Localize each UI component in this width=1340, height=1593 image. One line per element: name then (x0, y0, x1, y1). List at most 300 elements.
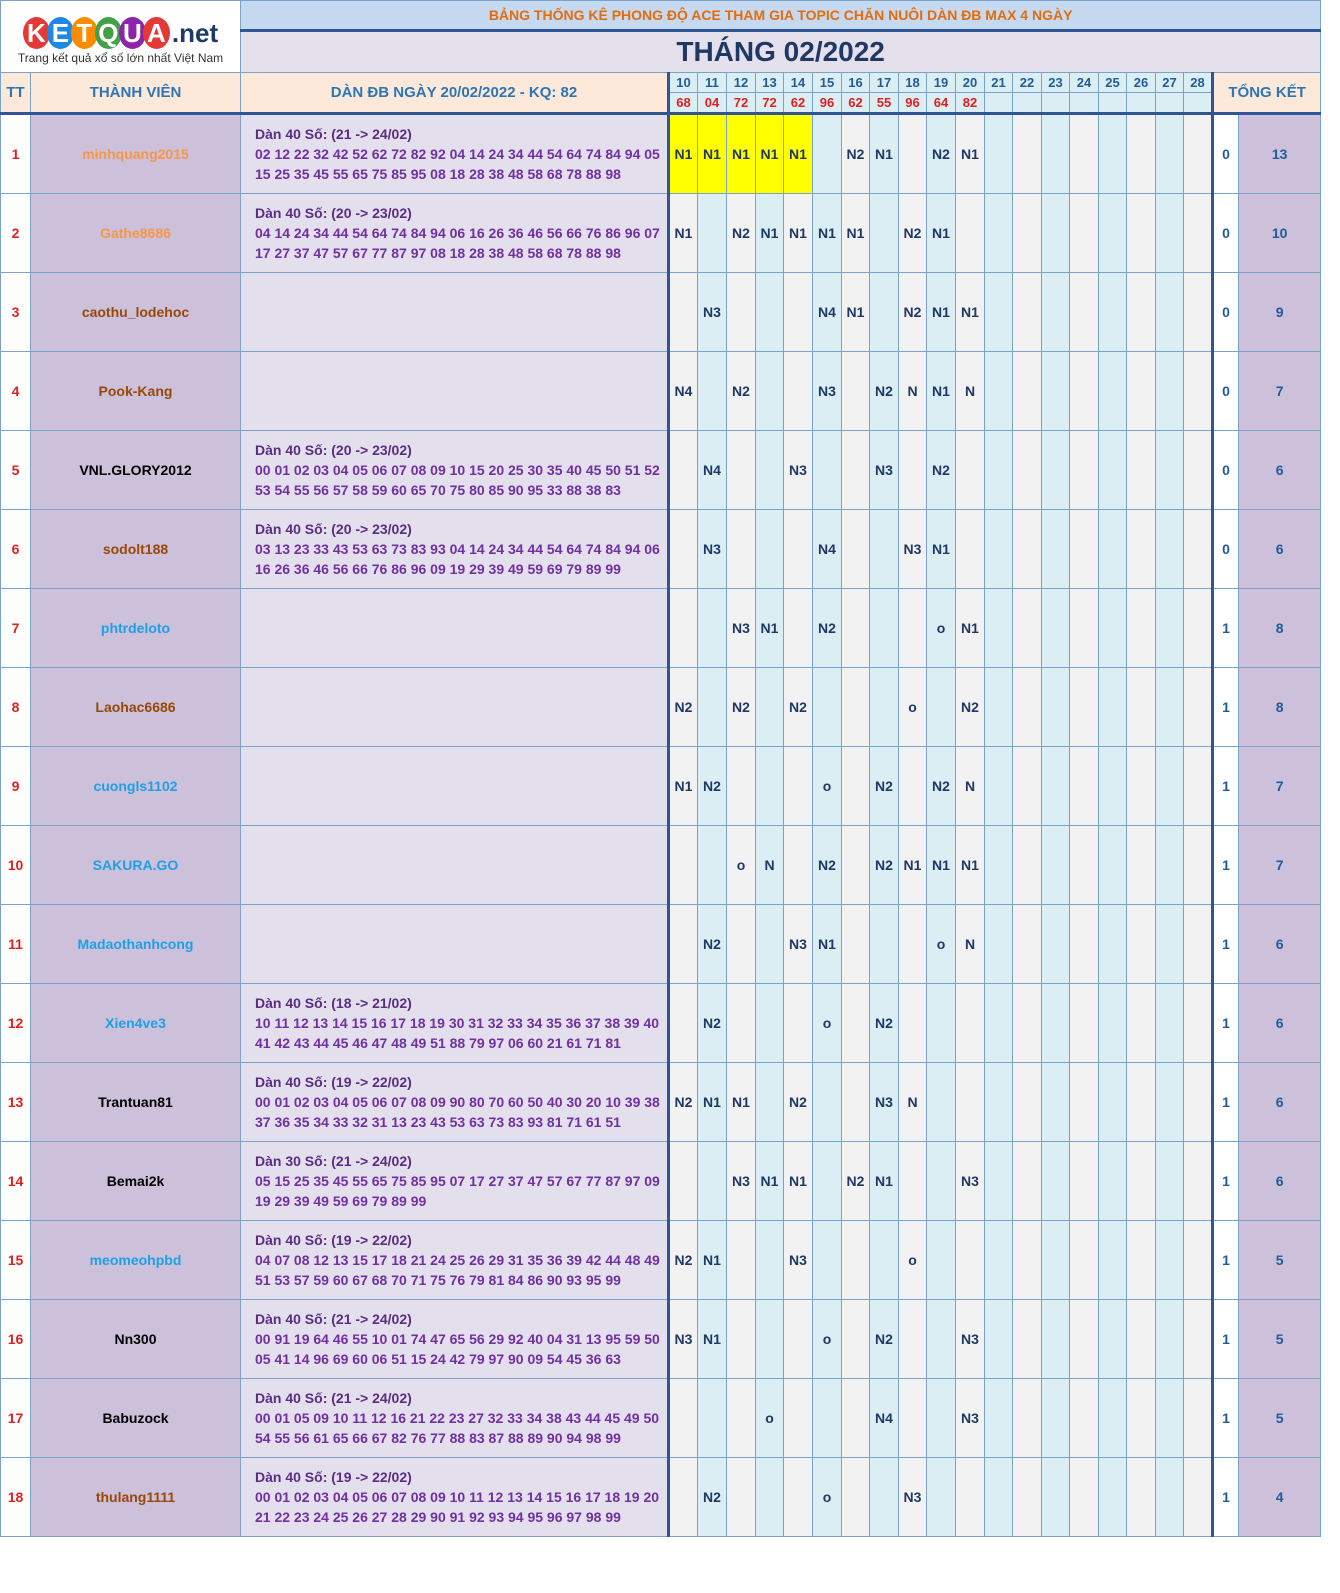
mark-cell: N2 (870, 984, 899, 1063)
mark-cell (813, 431, 842, 510)
day-header: 20 (956, 73, 985, 93)
mark-cell: N2 (727, 352, 756, 431)
mark-cell (1127, 1142, 1156, 1221)
mark-cell (1070, 905, 1099, 984)
mark-cell (927, 1221, 956, 1300)
mark-cell (899, 431, 927, 510)
day-result: 04 (698, 93, 727, 114)
day-header: 21 (985, 73, 1013, 93)
table-row (1, 1300, 1321, 1379)
mark-cell (842, 589, 870, 668)
mark-cell (727, 1458, 756, 1537)
mark-cell (1127, 984, 1156, 1063)
day-result (1099, 93, 1127, 114)
day-result (1013, 93, 1042, 114)
mark-cell: o (727, 826, 756, 905)
mark-cell: o (899, 668, 927, 747)
mark-cell (784, 510, 813, 589)
mark-cell (756, 747, 784, 826)
mark-cell (1070, 1142, 1099, 1221)
mark-cell: N2 (669, 1063, 698, 1142)
mark-cell (1042, 826, 1070, 905)
mark-cell (1070, 984, 1099, 1063)
row-number: 12 (1, 984, 31, 1063)
mark-cell (813, 1142, 842, 1221)
row-number: 17 (1, 1379, 31, 1458)
row-number: 8 (1, 668, 31, 747)
mark-cell (985, 273, 1013, 352)
mark-cell: N1 (956, 589, 985, 668)
mark-cell (1156, 984, 1184, 1063)
dan-title: Dàn 40 Số: (19 -> 22/02) (255, 1469, 412, 1485)
mark-cell (899, 1379, 927, 1458)
mark-cell (1184, 510, 1213, 589)
dan-title: Dàn 40 Số: (21 -> 24/02) (255, 126, 412, 142)
dan-title: Dàn 40 Số: (21 -> 24/02) (255, 1390, 412, 1406)
mark-cell (756, 352, 784, 431)
mark-cell (756, 668, 784, 747)
member-name[interactable]: Babuzock (31, 1379, 241, 1458)
mark-cell (1042, 984, 1070, 1063)
table-row (1, 1221, 1321, 1300)
mark-cell (1156, 1142, 1184, 1221)
mark-cell (1042, 668, 1070, 747)
mark-cell (727, 273, 756, 352)
mark-cell (927, 1379, 956, 1458)
logo-letter: E (47, 17, 74, 49)
ketqua-logo[interactable] (1, 9, 240, 65)
table-row (1, 352, 1321, 431)
dan-cell (241, 431, 669, 510)
mark-cell: N3 (727, 589, 756, 668)
mark-cell (1099, 1379, 1127, 1458)
mark-cell: N3 (899, 1458, 927, 1537)
summary-count: 0 (1213, 510, 1239, 589)
mark-cell (870, 668, 899, 747)
mark-cell (1099, 984, 1127, 1063)
dan-cell (241, 1300, 669, 1379)
mark-cell (1070, 1379, 1099, 1458)
mark-cell: N2 (870, 747, 899, 826)
mark-cell (1013, 1221, 1042, 1300)
mark-cell (1070, 747, 1099, 826)
mark-cell (1099, 747, 1127, 826)
member-name[interactable]: Gathe8686 (31, 194, 241, 273)
mark-cell (669, 1379, 698, 1458)
mark-cell: N2 (698, 905, 727, 984)
dan-numbers: 00 01 05 09 10 11 12 16 21 22 23 27 32 33 34 38 43 44 45 49 50 (255, 1410, 660, 1426)
mark-cell (956, 1063, 985, 1142)
mark-cell: o (813, 747, 842, 826)
mark-cell (1013, 589, 1042, 668)
member-name[interactable]: cuongls1102 (31, 747, 241, 826)
summary-total: 9 (1239, 273, 1321, 352)
mark-cell: N1 (669, 747, 698, 826)
summary-total: 5 (1239, 1379, 1321, 1458)
summary-count: 0 (1213, 431, 1239, 510)
mark-cell: N (756, 826, 784, 905)
mark-cell (1127, 1300, 1156, 1379)
member-name[interactable]: meomeohpbd (31, 1221, 241, 1300)
dan-title: Dàn 40 Số: (20 -> 23/02) (255, 521, 412, 537)
row-number: 16 (1, 1300, 31, 1379)
dan-title: Dàn 40 Số: (21 -> 24/02) (255, 1311, 412, 1327)
mark-cell (669, 984, 698, 1063)
mark-cell (727, 431, 756, 510)
mark-cell: N1 (756, 114, 784, 194)
header-tt: TT (1, 73, 31, 114)
mark-cell: N1 (927, 352, 956, 431)
day-result: 68 (669, 93, 698, 114)
mark-cell (985, 1063, 1013, 1142)
dan-numbers: 51 53 57 59 60 67 68 70 71 75 76 79 81 84 86 90 93 95 99 (255, 1272, 621, 1288)
mark-cell (756, 510, 784, 589)
member-name[interactable]: Pook-Kang (31, 352, 241, 431)
mark-cell (1156, 668, 1184, 747)
mark-cell (784, 1300, 813, 1379)
mark-cell (1156, 352, 1184, 431)
mark-cell (985, 1379, 1013, 1458)
mark-cell (1042, 510, 1070, 589)
mark-cell: N1 (842, 194, 870, 273)
member-name[interactable]: Bemai2k (31, 1142, 241, 1221)
summary-count: 1 (1213, 984, 1239, 1063)
table-row (1, 1458, 1321, 1537)
day-header: 22 (1013, 73, 1042, 93)
dan-numbers: 00 01 02 03 04 05 06 07 08 09 10 11 12 13 14 15 16 17 18 19 20 (255, 1489, 660, 1505)
mark-cell (1156, 1458, 1184, 1537)
mark-cell (985, 747, 1013, 826)
mark-cell: N1 (956, 826, 985, 905)
mark-cell (813, 1221, 842, 1300)
mark-cell (1070, 352, 1099, 431)
mark-cell (1099, 273, 1127, 352)
mark-cell (1184, 352, 1213, 431)
dan-title: Dàn 40 Số: (18 -> 21/02) (255, 995, 412, 1011)
mark-cell (1127, 431, 1156, 510)
mark-cell (1013, 114, 1042, 194)
mark-cell (985, 826, 1013, 905)
mark-cell: N3 (813, 352, 842, 431)
table-row (1, 984, 1321, 1063)
mark-cell (1184, 1379, 1213, 1458)
member-name[interactable]: VNL.GLORY2012 (31, 431, 241, 510)
mark-cell (698, 1379, 727, 1458)
member-name[interactable]: minhquang2015 (31, 114, 241, 194)
mark-cell: N (956, 905, 985, 984)
row-number: 7 (1, 589, 31, 668)
mark-cell (1099, 826, 1127, 905)
dan-title: Dàn 30 Số: (21 -> 24/02) (255, 1153, 412, 1169)
table-row (1, 905, 1321, 984)
table-row (1, 1379, 1321, 1458)
mark-cell (1013, 826, 1042, 905)
mark-cell (842, 668, 870, 747)
dan-cell (241, 1142, 669, 1221)
mark-cell (727, 1221, 756, 1300)
table-row (1, 1063, 1321, 1142)
dan-numbers: 00 01 02 03 04 05 06 07 08 09 10 15 20 25 30 35 40 45 50 51 52 (255, 462, 660, 478)
mark-cell (756, 1063, 784, 1142)
mark-cell (727, 510, 756, 589)
mark-cell: N2 (698, 984, 727, 1063)
mark-cell (784, 589, 813, 668)
dan-cell (241, 114, 669, 194)
summary-count: 0 (1213, 194, 1239, 273)
mark-cell: N1 (927, 273, 956, 352)
mark-cell (1042, 352, 1070, 431)
mark-cell (899, 984, 927, 1063)
dan-numbers: 21 22 23 24 25 26 27 28 29 90 91 92 93 94 95 96 97 98 99 (255, 1509, 621, 1525)
table-row (1, 589, 1321, 668)
row-number: 3 (1, 273, 31, 352)
mark-cell (727, 1300, 756, 1379)
mark-cell (813, 114, 842, 194)
member-name[interactable]: caothu_lodehoc (31, 273, 241, 352)
dan-cell (241, 826, 669, 905)
member-name[interactable]: Trantuan81 (31, 1063, 241, 1142)
mark-cell (784, 352, 813, 431)
mark-cell (842, 826, 870, 905)
dan-numbers: 15 25 35 45 55 65 75 85 95 08 18 28 38 48 58 68 78 88 98 (255, 166, 621, 182)
row-number: 18 (1, 1458, 31, 1537)
mark-cell (1042, 114, 1070, 194)
mark-cell (1127, 905, 1156, 984)
mark-cell (756, 984, 784, 1063)
mark-cell (1184, 1221, 1213, 1300)
day-header: 18 (899, 73, 927, 93)
mark-cell (1099, 194, 1127, 273)
mark-cell (698, 668, 727, 747)
mark-cell (899, 114, 927, 194)
summary-total: 6 (1239, 984, 1321, 1063)
summary-count: 1 (1213, 826, 1239, 905)
mark-cell (1013, 1300, 1042, 1379)
header-total: TỔNG KẾT (1213, 73, 1321, 114)
mark-cell: N2 (870, 1300, 899, 1379)
mark-cell (784, 826, 813, 905)
mark-cell (956, 194, 985, 273)
mark-cell: N3 (870, 1063, 899, 1142)
row-number: 15 (1, 1221, 31, 1300)
day-result (985, 93, 1013, 114)
mark-cell (1127, 1221, 1156, 1300)
mark-cell: N1 (813, 905, 842, 984)
mark-cell (1013, 1458, 1042, 1537)
table-row (1, 114, 1321, 194)
mark-cell (1042, 194, 1070, 273)
mark-cell (1013, 1379, 1042, 1458)
member-name[interactable]: Nn300 (31, 1300, 241, 1379)
mark-cell: o (927, 905, 956, 984)
summary-count: 1 (1213, 1063, 1239, 1142)
day-header: 14 (784, 73, 813, 93)
mark-cell (1013, 431, 1042, 510)
mark-cell (927, 668, 956, 747)
mark-cell (985, 668, 1013, 747)
member-name[interactable]: SAKURA.GO (31, 826, 241, 905)
mark-cell (1184, 826, 1213, 905)
day-header: 11 (698, 73, 727, 93)
mark-cell (870, 194, 899, 273)
mark-cell (870, 589, 899, 668)
mark-cell: N2 (899, 194, 927, 273)
mark-cell (842, 984, 870, 1063)
member-name[interactable]: Madaothanhcong (31, 905, 241, 984)
mark-cell (1042, 1300, 1070, 1379)
mark-cell (1013, 1063, 1042, 1142)
summary-count: 1 (1213, 589, 1239, 668)
mark-cell (1127, 510, 1156, 589)
mark-cell (698, 1142, 727, 1221)
mark-cell (1070, 1458, 1099, 1537)
mark-cell (842, 1300, 870, 1379)
mark-cell: N4 (813, 273, 842, 352)
dan-numbers: 41 42 43 44 45 46 47 48 49 51 88 79 97 06 60 21 61 71 81 (255, 1035, 621, 1051)
mark-cell (669, 826, 698, 905)
mark-cell: N1 (784, 114, 813, 194)
mark-cell: N3 (899, 510, 927, 589)
mark-cell (1042, 1379, 1070, 1458)
mark-cell: N3 (727, 1142, 756, 1221)
mark-cell (899, 589, 927, 668)
member-name[interactable]: sodolt188 (31, 510, 241, 589)
table-row (1, 747, 1321, 826)
summary-count: 1 (1213, 668, 1239, 747)
mark-cell: N2 (813, 589, 842, 668)
mark-cell (1070, 273, 1099, 352)
mark-cell: o (813, 1458, 842, 1537)
mark-cell (784, 1379, 813, 1458)
dan-cell (241, 1221, 669, 1300)
mark-cell (1127, 352, 1156, 431)
logo-letter: Q (95, 17, 122, 49)
day-result (1042, 93, 1070, 114)
member-name[interactable]: Xien4ve3 (31, 984, 241, 1063)
day-result: 82 (956, 93, 985, 114)
mark-cell (1013, 984, 1042, 1063)
mark-cell (927, 1458, 956, 1537)
mark-cell: N2 (927, 747, 956, 826)
mark-cell (1042, 273, 1070, 352)
mark-cell (784, 984, 813, 1063)
day-header: 26 (1127, 73, 1156, 93)
mark-cell (842, 352, 870, 431)
mark-cell (1099, 1458, 1127, 1537)
mark-cell (1184, 1142, 1213, 1221)
mark-cell (1156, 431, 1184, 510)
mark-cell (1042, 589, 1070, 668)
mark-cell (756, 1221, 784, 1300)
mark-cell (1184, 194, 1213, 273)
mark-cell: N1 (669, 114, 698, 194)
mark-cell (1099, 1300, 1127, 1379)
mark-cell (1184, 1300, 1213, 1379)
mark-cell: N1 (727, 1063, 756, 1142)
mark-cell (669, 273, 698, 352)
mark-cell: N3 (956, 1142, 985, 1221)
mark-cell (842, 510, 870, 589)
mark-cell (669, 431, 698, 510)
mark-cell (1156, 273, 1184, 352)
mark-cell (956, 1221, 985, 1300)
mark-cell: N1 (756, 1142, 784, 1221)
dan-cell (241, 273, 669, 352)
table-row (1, 1142, 1321, 1221)
member-name[interactable]: Laohac6686 (31, 668, 241, 747)
mark-cell (1184, 668, 1213, 747)
mark-cell (1127, 747, 1156, 826)
mark-cell (1042, 747, 1070, 826)
mark-cell: N (899, 1063, 927, 1142)
mark-cell (1013, 905, 1042, 984)
mark-cell: N1 (727, 114, 756, 194)
day-result: 72 (727, 93, 756, 114)
dan-numbers: 05 15 25 35 45 55 65 75 85 95 07 17 27 37 47 57 67 77 87 97 09 (255, 1173, 660, 1189)
mark-cell (842, 431, 870, 510)
member-name[interactable]: phtrdeloto (31, 589, 241, 668)
mark-cell (1042, 1063, 1070, 1142)
mark-cell: N2 (669, 1221, 698, 1300)
mark-cell: N1 (669, 194, 698, 273)
mark-cell (927, 1300, 956, 1379)
mark-cell (1156, 194, 1184, 273)
mark-cell: N3 (956, 1300, 985, 1379)
mark-cell (698, 194, 727, 273)
mark-cell (1156, 1221, 1184, 1300)
mark-cell (813, 1379, 842, 1458)
mark-cell (842, 1458, 870, 1537)
table-row (1, 826, 1321, 905)
mark-cell: N2 (813, 826, 842, 905)
mark-cell (813, 1063, 842, 1142)
mark-cell: o (756, 1379, 784, 1458)
summary-total: 5 (1239, 1221, 1321, 1300)
dan-cell (241, 194, 669, 273)
mark-cell: N3 (698, 510, 727, 589)
dan-cell (241, 747, 669, 826)
mark-cell (813, 668, 842, 747)
summary-total: 6 (1239, 510, 1321, 589)
logo-tagline: Trang kết quả xổ số lớn nhất Việt Nam (17, 50, 224, 65)
mark-cell: N2 (842, 1142, 870, 1221)
mark-cell (1184, 1458, 1213, 1537)
mark-cell: N3 (698, 273, 727, 352)
dan-numbers: 02 12 22 32 42 52 62 72 82 92 04 14 24 34 44 54 64 74 84 94 05 (255, 146, 660, 162)
mark-cell (1070, 826, 1099, 905)
mark-cell (1099, 431, 1127, 510)
mark-cell (1013, 194, 1042, 273)
mark-cell (1156, 589, 1184, 668)
dan-numbers: 00 91 19 64 46 55 10 01 74 47 65 56 29 92 40 04 31 13 95 59 50 (255, 1331, 660, 1347)
mark-cell (870, 1458, 899, 1537)
mark-cell (927, 1142, 956, 1221)
mark-cell (756, 905, 784, 984)
member-name[interactable]: thulang1111 (31, 1458, 241, 1537)
mark-cell (1013, 273, 1042, 352)
mark-cell (956, 510, 985, 589)
day-result (1070, 93, 1099, 114)
table-row (1, 510, 1321, 589)
mark-cell (669, 510, 698, 589)
mark-cell (1156, 114, 1184, 194)
table-row (1, 194, 1321, 273)
mark-cell (1042, 905, 1070, 984)
mark-cell (985, 1221, 1013, 1300)
mark-cell (1070, 1221, 1099, 1300)
mark-cell (985, 510, 1013, 589)
mark-cell: N1 (927, 826, 956, 905)
